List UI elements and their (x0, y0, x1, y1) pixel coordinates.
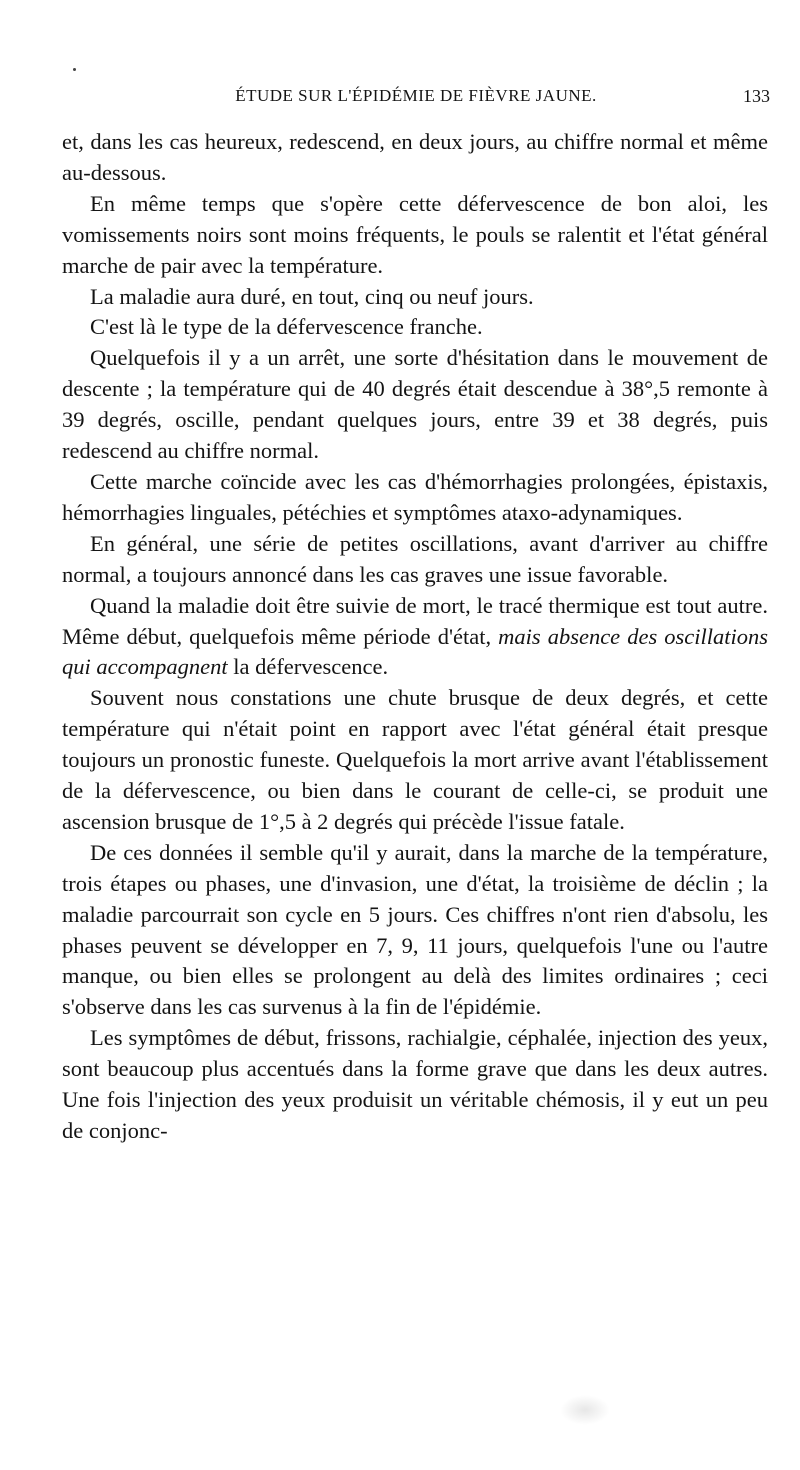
print-mark (73, 68, 76, 71)
paragraph: Les symptômes de début, frissons, rachialgie, céphalée, injection des yeux, sont beaucoup plus accentués dans la forme grave que dans les deux autres. Une fois l'injection des yeux produisit un véritable chémosis, il y eut un peu de conjonc- (62, 1025, 768, 1143)
paragraph-text: la défervescence. (227, 654, 389, 680)
running-title: ÉTUDE SUR L'ÉPIDÉMIE DE FIÈVRE JAUNE. (235, 86, 597, 105)
emphasized-text: mais absence des oscillations qui accompagnent (62, 623, 768, 680)
paper-smudge (560, 1395, 610, 1425)
paragraph: En même temps que s'opère cette défervescence de bon aloi, les vomissements noirs sont moins fréquents, le pouls se ralentit et l'état général marche de pair avec la température. (62, 190, 768, 278)
page-header (62, 86, 770, 116)
paragraph: Souvent nous constations une chute brusque de deux degrés, et cette température qui n'était point en rapport avec l'état général était presque toujours un pronostic funeste. Quelquefois la mort arrive avant l'établissement de la défervescence, ou bien dans le courant de celle-ci, se produit une ascension brusque de 1°,5 à 2 degrés qui précède l'issue fatale. (62, 685, 768, 834)
paragraph: et, dans les cas heureux, redescend, en deux jours, au chiffre normal et même au-dessous. (62, 129, 768, 185)
paragraph: De ces données il semble qu'il y aurait, dans la marche de la température, trois étapes ou phases, une d'invasion, une d'état, la troisième de déclin ; la maladie parcourrait son cycle en 5 jours. Ces chiffres n'ont rien d'absolu, les phases peuvent se développer en 7, 9, 11 jours, quelquefois l'une ou l'autre manque, ou bien elles se prolongent au delà des limites ordinaires ; ceci s'observe dans les cas survenus à la fin de l'épidémie. (62, 839, 768, 1020)
body-text (62, 127, 768, 1147)
paragraph: La maladie aura duré, en tout, cinq ou neuf jours. (90, 283, 534, 309)
paragraph: En général, une série de petites oscillations, avant d'arriver au chiffre normal, a toujours annoncé dans les cas graves une issue favorable. (62, 530, 768, 587)
page-number: 133 (743, 86, 770, 106)
paragraph: Quelquefois il y a un arrêt, une sorte d'hésitation dans le mouvement de descente ; la température qui de 40 degrés était descendue à 38°,5 remonte à 39 degrés, oscille, pendant quelques jours, entre 39 et 38 degrés, puis redescend au chiffre normal. (62, 345, 768, 464)
paragraph-with-emphasis (62, 591, 768, 684)
paragraph: Cette marche coïncide avec les cas d'hémorrhagies prolongées, épistaxis, hémorrhagies linguales, pétéchies et symptômes ataxo-adynamiques. (62, 468, 768, 525)
paragraph: C'est là le type de la défervescence franche. (90, 314, 483, 340)
paragraph-text: Quand la maladie doit être suivie de mort, le tracé thermique est tout autre. Même début, quelquefois même période d'état, (62, 592, 768, 649)
